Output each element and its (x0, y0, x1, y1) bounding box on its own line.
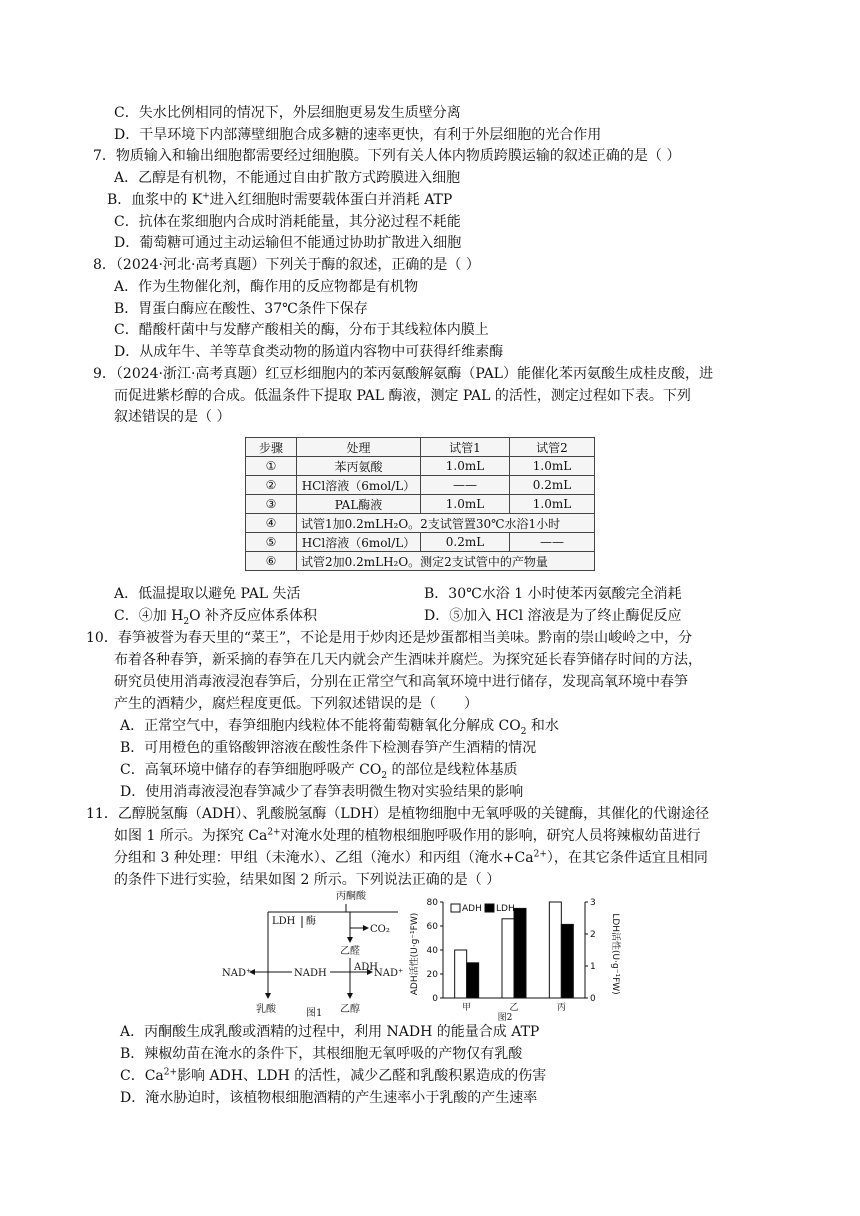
table-header-cell: 处理 (297, 438, 421, 457)
table-row (246, 457, 595, 476)
enzyme-label: 酶 (306, 916, 316, 927)
q11-stem-line2: 如图 1 所示。为探究 $Ca^{2+}$对淹水处理的植物根细胞呼吸作用的影响，研究人员将辣椒幼苗进行 (114, 827, 701, 844)
table-row (246, 476, 595, 495)
table-header-cell: 试管1 (421, 438, 510, 457)
q10-stem-line4: 产生的酒精少，腐烂程度更低。下列叙述错误的是（ ） (114, 696, 478, 712)
q8-option-d: D．从成年牛、羊等草食类动物的肠道内容物中可获得纤维素酶 (114, 344, 504, 360)
table-row (246, 495, 595, 514)
bar-adh-1 (502, 919, 514, 998)
q9-stem-line3: 叙述错误的是（ ） (114, 409, 231, 425)
table-cell: 1.0mL (510, 457, 595, 476)
y-tick-label-right: 2 (590, 930, 596, 940)
figure-1-pathway-diagram (220, 888, 410, 1018)
q10-option-d: D．使用消毒液浸泡春笋减少了春笋表明微生物对实验结果的影响 (120, 784, 524, 800)
table-header-cell: 试管2 (510, 438, 595, 457)
q7-stem: 7．物质输入和输出细胞都需要经过细胞膜。下列有关人体内物质跨膜运输的叙述正确的是（ ） (93, 148, 681, 164)
y-tick-label-left: 80 (426, 898, 438, 908)
legend-ldh-swatch (485, 904, 494, 912)
table-cell: ③ (246, 495, 297, 514)
table-cell: 0.2mL (510, 476, 595, 495)
q9-stem-line2: 而促进紫杉醇的合成。低温条件下提取 PAL 酶液，测定 PAL 的活性，测定过程如下表。下列 (114, 388, 691, 404)
q8-option-b: B．胃蛋白酶应在酸性、37℃条件下保存 (114, 301, 368, 317)
legend-adh-label: ADH (462, 904, 482, 914)
y-tick-label-right: 1 (590, 962, 596, 972)
table-cell: 1.0mL (510, 495, 595, 514)
bar-adh-2 (549, 902, 561, 998)
q8-option-c: C．醋酸杆菌中与发酵产酸相关的酶，分布于其线粒体内膜上 (114, 322, 489, 338)
table-cell: ⑥ (246, 552, 297, 571)
nadh-label: NADH (294, 968, 327, 979)
q7-option-b: B．血浆中的 K+进入红细胞时需要载体蛋白并消耗 ATP (107, 191, 453, 208)
table-cell: 试管2加0.2mLH₂O。测定2支试管中的产物量 (297, 552, 595, 571)
bar-ldh-1 (514, 908, 526, 998)
q11-option-a: A．丙酮酸生成乳酸或酒精的过程中，利用 NADH 的能量合成 ATP (120, 1024, 540, 1040)
q9-stem-line1: 9．（2024·浙江·高考真题）红豆杉细胞内的苯丙氨酸解氨酶（PAL）能催化苯丙氨酸生成桂皮酸，进 (93, 366, 713, 382)
q6-option-c: C．失水比例相同的情况下，外层细胞更易发生质壁分离 (114, 105, 461, 121)
adh-label: ADH (354, 962, 378, 973)
figure-2-bar-chart (405, 894, 625, 1024)
y-tick-label-left: 40 (426, 946, 438, 956)
q10-stem-line3: 研究员使用消毒液浸泡春笋后，分别在正常空气和高氧环境中进行储存，发现高氧环境中春笋 (114, 674, 688, 690)
table-cell: ⑤ (246, 533, 297, 552)
table-row (246, 552, 595, 571)
q10-stem-line2: 布着各种春笋，新采摘的春笋在几天内就会产生酒味并腐烂。为探究延长春笋储存时间的方法， (114, 652, 702, 668)
y-tick-label-left: 60 (426, 922, 438, 932)
q9-option-c: C．④加 $H_2O$ 补齐反应体系体积 (114, 608, 318, 627)
table-cell: HCl溶液（6mol/L） (297, 476, 421, 495)
q11-stem-line4: 的条件下进行实验，结果如图 2 所示。下列说法正确的是（ ） (114, 872, 501, 888)
figure-1-caption: 图1 (306, 1008, 323, 1018)
q7-option-a: A．乙醇是有机物，不能通过自由扩散方式跨膜进入细胞 (114, 170, 461, 186)
q6-option-d: D．干旱环境下内部薄壁细胞合成多糖的速率更快，有利于外层细胞的光合作用 (114, 127, 602, 143)
table-cell: HCl溶液（6mol/L） (297, 533, 421, 552)
table-cell: —— (510, 533, 595, 552)
bar-ldh-0 (467, 963, 479, 998)
table-cell: ④ (246, 514, 297, 533)
table-cell: 0.2mL (421, 533, 510, 552)
y-tick-label-right: 0 (590, 994, 596, 1004)
q11-option-d: D．淹水胁迫时，该植物根细胞酒精的产生速率小于乳酸的产生速率 (120, 1090, 538, 1106)
bar-adh-0 (455, 950, 467, 998)
nad-plus-right-label: NAD⁺ (374, 968, 404, 979)
procedure-table (245, 437, 595, 571)
q11-option-b: B．辣椒幼苗在淹水的条件下，其根细胞无氧呼吸的产物仅有乳酸 (120, 1046, 523, 1062)
table-row (246, 533, 595, 552)
q7-option-d: D．葡萄糖可通过主动运输但不能通过协助扩散进入细胞 (114, 235, 462, 251)
lactate-label: 乳酸 (256, 1004, 276, 1015)
table-cell: 苯丙氨酸 (297, 457, 421, 476)
acetaldehyde-label: 乙醛 (340, 946, 360, 957)
q11-stem-line3: 分组和 3 种处理：甲组（未淹水）、乙组（淹水）和丙组（淹水$+Ca^{2+}$），在其它条件适宜且相同 (114, 849, 708, 866)
y-tick-label-right: 3 (590, 898, 596, 908)
table-row (246, 514, 595, 533)
table-cell: 试管1加0.2mLH₂O。2支试管置30℃水浴1小时 (297, 514, 595, 533)
table-header-cell: 步骤 (246, 438, 297, 457)
ethanol-label: 乙醇 (340, 1004, 360, 1015)
q8-option-a: A．作为生物催化剂，酶作用的反应物都是有机物 (114, 279, 419, 295)
nad-plus-left-label: NAD⁺ (222, 968, 252, 979)
q11-stem-line1: 11．乙醇脱氢酶（ADH）、乳酸脱氢酶（LDH）是植物细胞中无氧呼吸的关键酶，其催化的代谢途径 (86, 806, 710, 822)
q11-option-c: C．$Ca^{2+}$影响 ADH、LDH 的活性，减少乙醛和乳酸积累造成的伤害 (120, 1067, 547, 1084)
table-cell: 1.0mL (421, 457, 510, 476)
table-header-row (246, 438, 595, 457)
table-cell: —— (421, 476, 510, 495)
q8-stem: 8．（2024·河北·高考真题）下列关于酶的叙述，正确的是（ ） (93, 257, 480, 273)
table-cell: PAL酶液 (297, 495, 421, 514)
co2-label: CO₂ (370, 924, 390, 935)
legend-adh-swatch (451, 904, 460, 912)
x-tick-label: 乙 (509, 1003, 519, 1013)
x-tick-label: 丙 (556, 1003, 566, 1013)
q9-option-a: A．低温提取以避免 PAL 失活 (114, 586, 301, 602)
q10-option-a: A．正常空气中，春笋细胞内线粒体不能将葡萄糖氧化分解成 $CO_2$ 和水 (120, 718, 559, 737)
legend-ldh-label: LDH (496, 904, 515, 914)
table-cell: ② (246, 476, 297, 495)
y-tick-label-left: 20 (426, 970, 438, 980)
q10-stem-line1: 10．春笋被誉为春天里的“菜王”，不论是用于炒肉还是炒蛋都相当美味。黔南的崇山峻岭之中，分 (86, 630, 693, 646)
q7-option-c: C．抗体在浆细胞内合成时消耗能量，其分泌过程不耗能 (114, 214, 461, 230)
y-axis-right-label: LDH活性(U·g⁻¹FW) (610, 913, 620, 995)
q9-option-b: B．30℃水浴 1 小时使苯丙氨酸完全消耗 (424, 586, 682, 602)
y-tick-label-left: 0 (432, 994, 438, 1004)
q10-option-b: B．可用橙色的重铬酸钾溶液在酸性条件下检测春笋产生酒精的情况 (120, 740, 537, 756)
figure-2-caption: 图2 (497, 1013, 513, 1023)
y-axis-left-label: ADH活性(U·g⁻¹FW) (410, 912, 420, 996)
q10-option-c: C．高氧环境中储存的春笋细胞呼吸产 $CO_2$ 的部位是线粒体基质 (120, 762, 518, 781)
q9-option-d: D．⑤加入 HCl 溶液是为了终止酶促反应 (424, 608, 682, 624)
x-tick-label: 甲 (462, 1003, 472, 1013)
table-cell: ① (246, 457, 297, 476)
table-cell: 1.0mL (421, 495, 510, 514)
bar-ldh-2 (561, 924, 573, 998)
ldh-label: LDH (272, 916, 296, 927)
pyruvate-label: 丙酮酸 (336, 891, 366, 902)
